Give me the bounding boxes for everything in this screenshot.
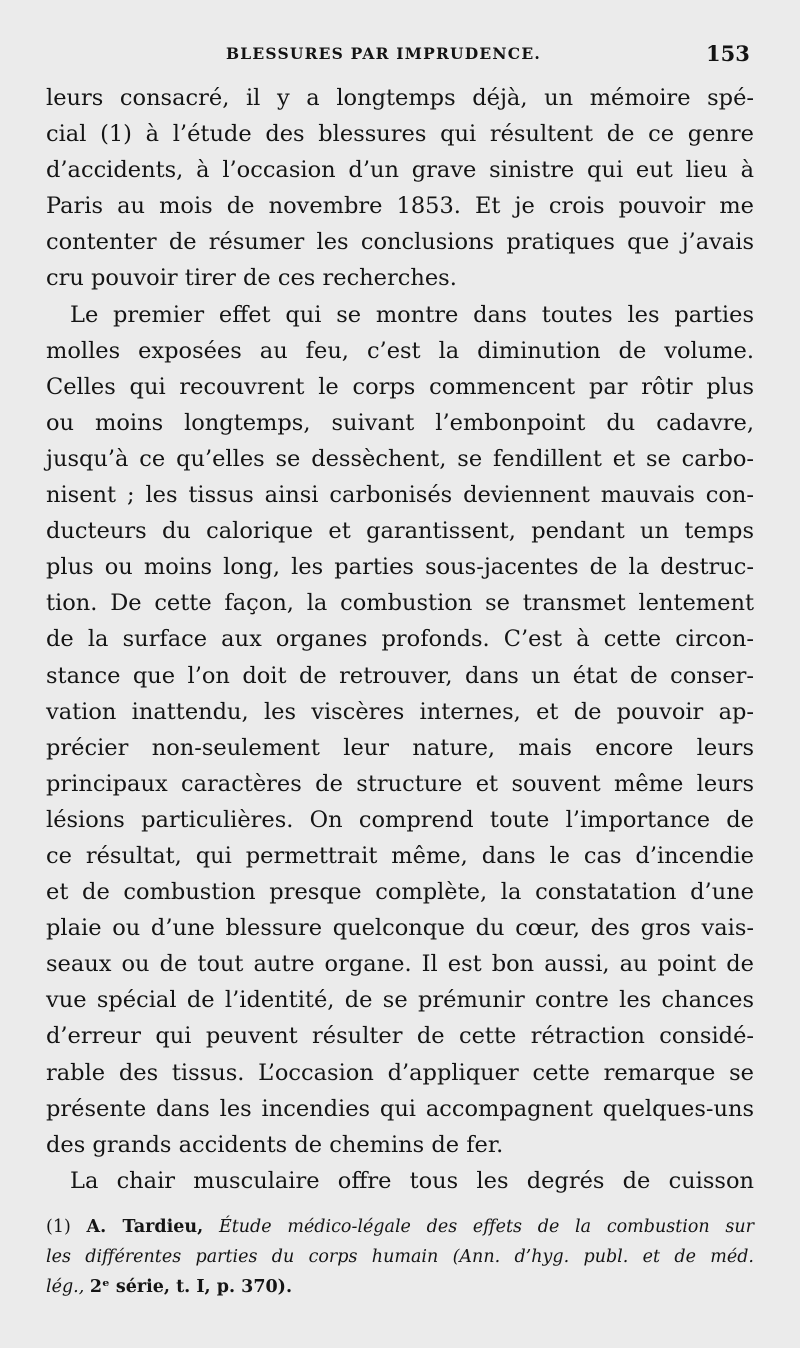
text-line: contenter de résumer les conclusions pratiques que j’avais [46, 229, 754, 256]
text-line: molles exposées au feu, c’est la diminution de volume. [46, 337, 754, 364]
text-line: d’erreur qui peuvent résulter de cette rétraction considé- [46, 1023, 754, 1050]
text-line: présente dans les incendies qui accompagnent quelques-uns [46, 1095, 754, 1122]
text-line: rable des tissus. L’occasion d’appliquer cette remarque se [46, 1059, 754, 1086]
paragraph-start-line: Le premier effet qui se montre dans toutes les parties [70, 301, 754, 328]
text-line: vue spécial de l’identité, de se prémunir contre les chances [46, 987, 754, 1014]
running-head [0, 41, 800, 70]
text-line: ducteurs du calorique et garantissent, pendant un temps [46, 518, 754, 545]
text-line: de la surface aux organes profonds. C’est à cette circon- [46, 626, 754, 653]
running-title: BLESSURES PAR IMPRUDENCE. [226, 44, 541, 63]
text-line: jusqu’à ce qu’elles se dessèchent, se fendillent et se carbo- [46, 445, 754, 472]
text-line: et de combustion presque complète, la constatation d’une [46, 879, 754, 906]
footnote-title-part1: Étude médico-légale des effets de la combustion sur [218, 1217, 754, 1237]
footnote-line [46, 1272, 754, 1302]
text-line: ou moins longtemps, suivant l’embonpoint du cadavre, [46, 409, 754, 436]
text-line: plus ou moins long, les parties sous-jacentes de la destruc- [46, 554, 754, 581]
text-line: cial (1) à l’étude des blessures qui résultent de ce genre [46, 121, 754, 148]
paragraph-start-line: La chair musculaire offre tous les degrés de cuisson [70, 1167, 754, 1194]
text-line: vation inattendu, les viscères internes, et de pouvoir ap- [46, 698, 754, 725]
footnote [46, 1212, 754, 1302]
body-text [46, 80, 754, 1199]
text-line: plaie ou d’une blessure quelconque du cœur, des gros vais- [46, 915, 754, 942]
text-line: Paris au mois de novembre 1853. Et je crois pouvoir me [46, 193, 754, 220]
text-line: stance que l’on doit de retrouver, dans un état de conser- [46, 662, 754, 689]
footnote-marker: (1) [46, 1217, 71, 1237]
text-line: seaux ou de tout autre organe. Il est bon aussi, au point de [46, 951, 754, 978]
text-line: des grands accidents de chemins de fer. [46, 1131, 504, 1158]
text-line: leurs consacré, il y a longtemps déjà, un mémoire spé- [46, 85, 754, 111]
text-line: principaux caractères de structure et souvent même leurs [46, 770, 754, 797]
footnote-line [46, 1242, 754, 1272]
text-line: cru pouvoir tirer de ces recherches. [46, 265, 457, 292]
text-line: lésions particulières. On comprend toute l’importance de [46, 806, 754, 833]
footnote-journal-end: lég., [46, 1277, 85, 1297]
text-line: d’accidents, à l’occasion d’un grave sinistre qui eut lieu à [46, 157, 754, 184]
text-line: ce résultat, qui permettrait même, dans le cas d’incendie [46, 842, 754, 869]
text-line: Celles qui recouvrent le corps commencent par rôtir plus [46, 373, 754, 400]
footnote-line [46, 1212, 754, 1242]
footnote-author: A. Tardieu, [86, 1217, 204, 1237]
text-line: précier non-seulement leur nature, mais encore leurs [46, 734, 754, 761]
footnote-title-part2: les différentes parties du corps humain [46, 1247, 439, 1267]
footnote-journal: (Ann. d’hyg. publ. et de méd. [452, 1247, 754, 1267]
page-number: 153 [706, 41, 750, 66]
text-line: nisent ; les tissus ainsi carbonisés deviennent mauvais con- [46, 482, 754, 509]
text-line: tion. De cette façon, la combustion se transmet lentement [46, 590, 754, 617]
footnote-series: 2ᵉ série, t. I, p. 370). [89, 1277, 293, 1297]
